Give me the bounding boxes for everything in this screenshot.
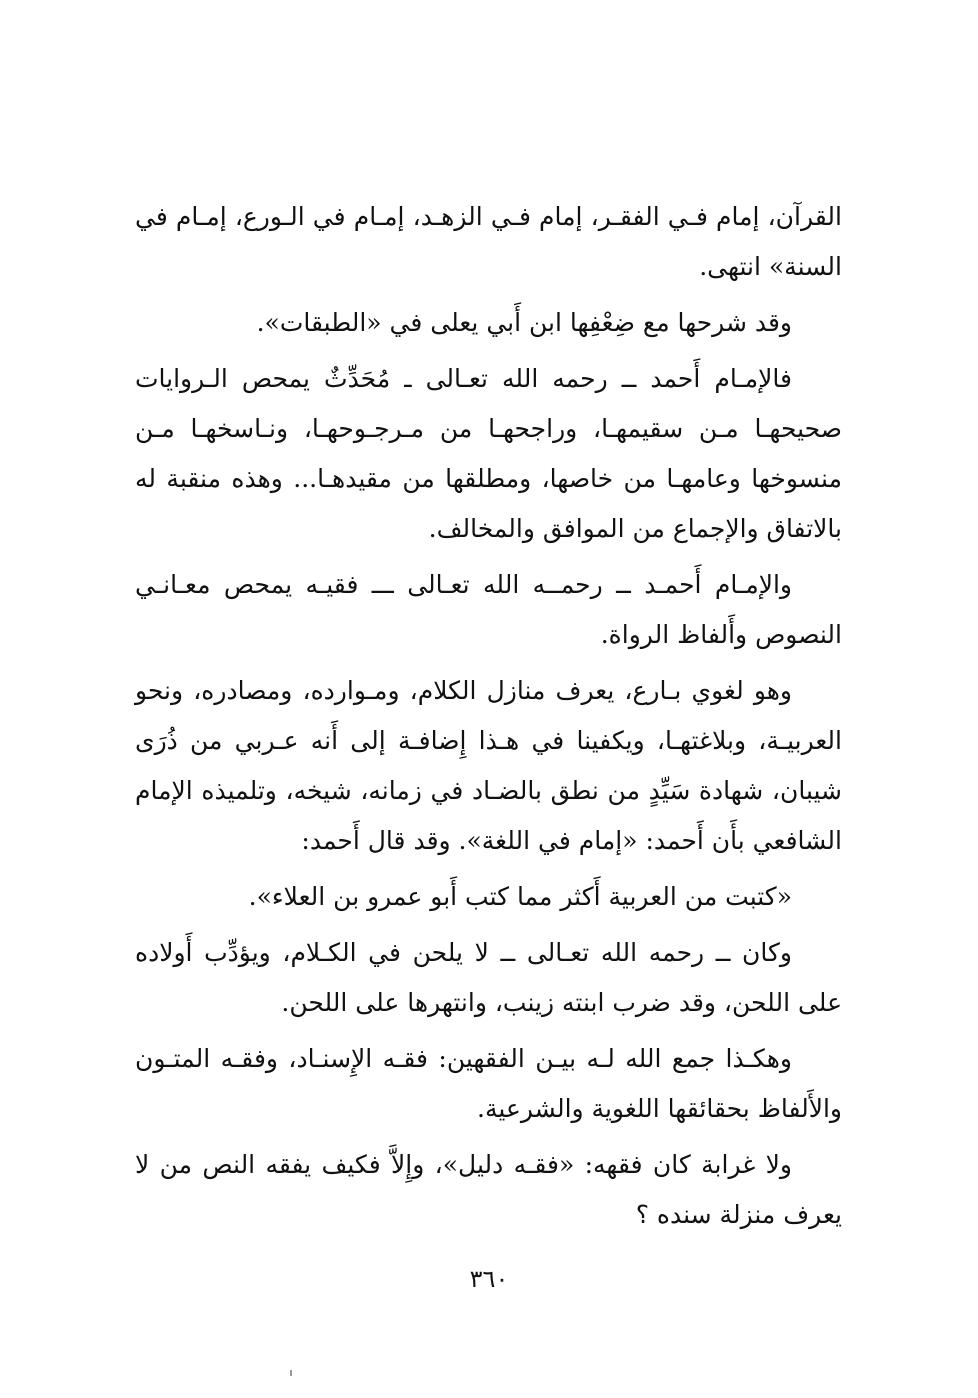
paragraph-9: ولا غرابة كان فقهه: «فقـه دليل»، وإِلاَّ فكيف يفقه النص من لا يعرف منزلة سنده ؟	[135, 1150, 842, 1229]
body-text	[135, 192, 842, 1246]
quote-paragraph: «كتبت من العربية أَكثر مما كتب أَبو عمرو بن العلاء».	[248, 882, 792, 911]
paragraph-5: وهو لغوي بـارع، يعرف منازل الكلام، ومـوارده، ومصادره، ونحو العربيـة، وبلاغتهـا، ويكفينا في هـذا إِضافـة إلى أَنه عـربي من ذُرَى شيبان، شهادة سَيِّدٍ من نطق بالضـاد في زمانه، شيخه، وتلميذه الإمام الشافعي بأَن أَحمد: «إمام في اللغة». وقد قال أَحمد:	[135, 676, 842, 855]
paragraph-4: والإمـام أَحمـد ــ رحمــه الله تعـالى ـــ فقيـه يمحص معـانـي النصوص وأَلفاظ الرواة.	[135, 570, 842, 649]
scan-speck	[290, 1370, 292, 1376]
paragraph-3: فالإمـام أَحمد ــ رحمه الله تعـالى ـ مُحَدِّثٌ يمحص الـروايات صحيحهـا مـن سقيمهـا، وراجحهـا من مـرجـوحهـا، ونـاسخهـا مـن منسوخها وعامهـا من خاصها، ومطلقها من مقيدهـا... وهذه منقبة له بالاتفاق والإجماع من الموافق والمخالف.	[135, 364, 842, 543]
paragraph-8: وهكـذا جمع الله لـه بيـن الفقهين: فقـه الإِسنـاد، وفقـه المتـون والأَلفاظ بحقائقها اللغوية والشرعية.	[135, 1044, 842, 1123]
paragraph-7: وكان ــ رحمه الله تعـالى ــ لا يلحن في الكـلام، ويؤدِّب أَولاده على اللحن، وقد ضرب ابنته زينب، وانتهرها على اللحن.	[135, 938, 842, 1017]
page-number: ٣٦٠	[469, 1265, 509, 1293]
paragraph-2: وقد شرحها مع ضِعْفِها ابن أَبي يعلى في «الطبقات».	[256, 308, 792, 337]
paragraph-1: القرآن، إمام فـي الفقـر، إمام فـي الزهـد، إمـام في الـورع، إمـام في السنة» انتهى.	[135, 202, 842, 281]
